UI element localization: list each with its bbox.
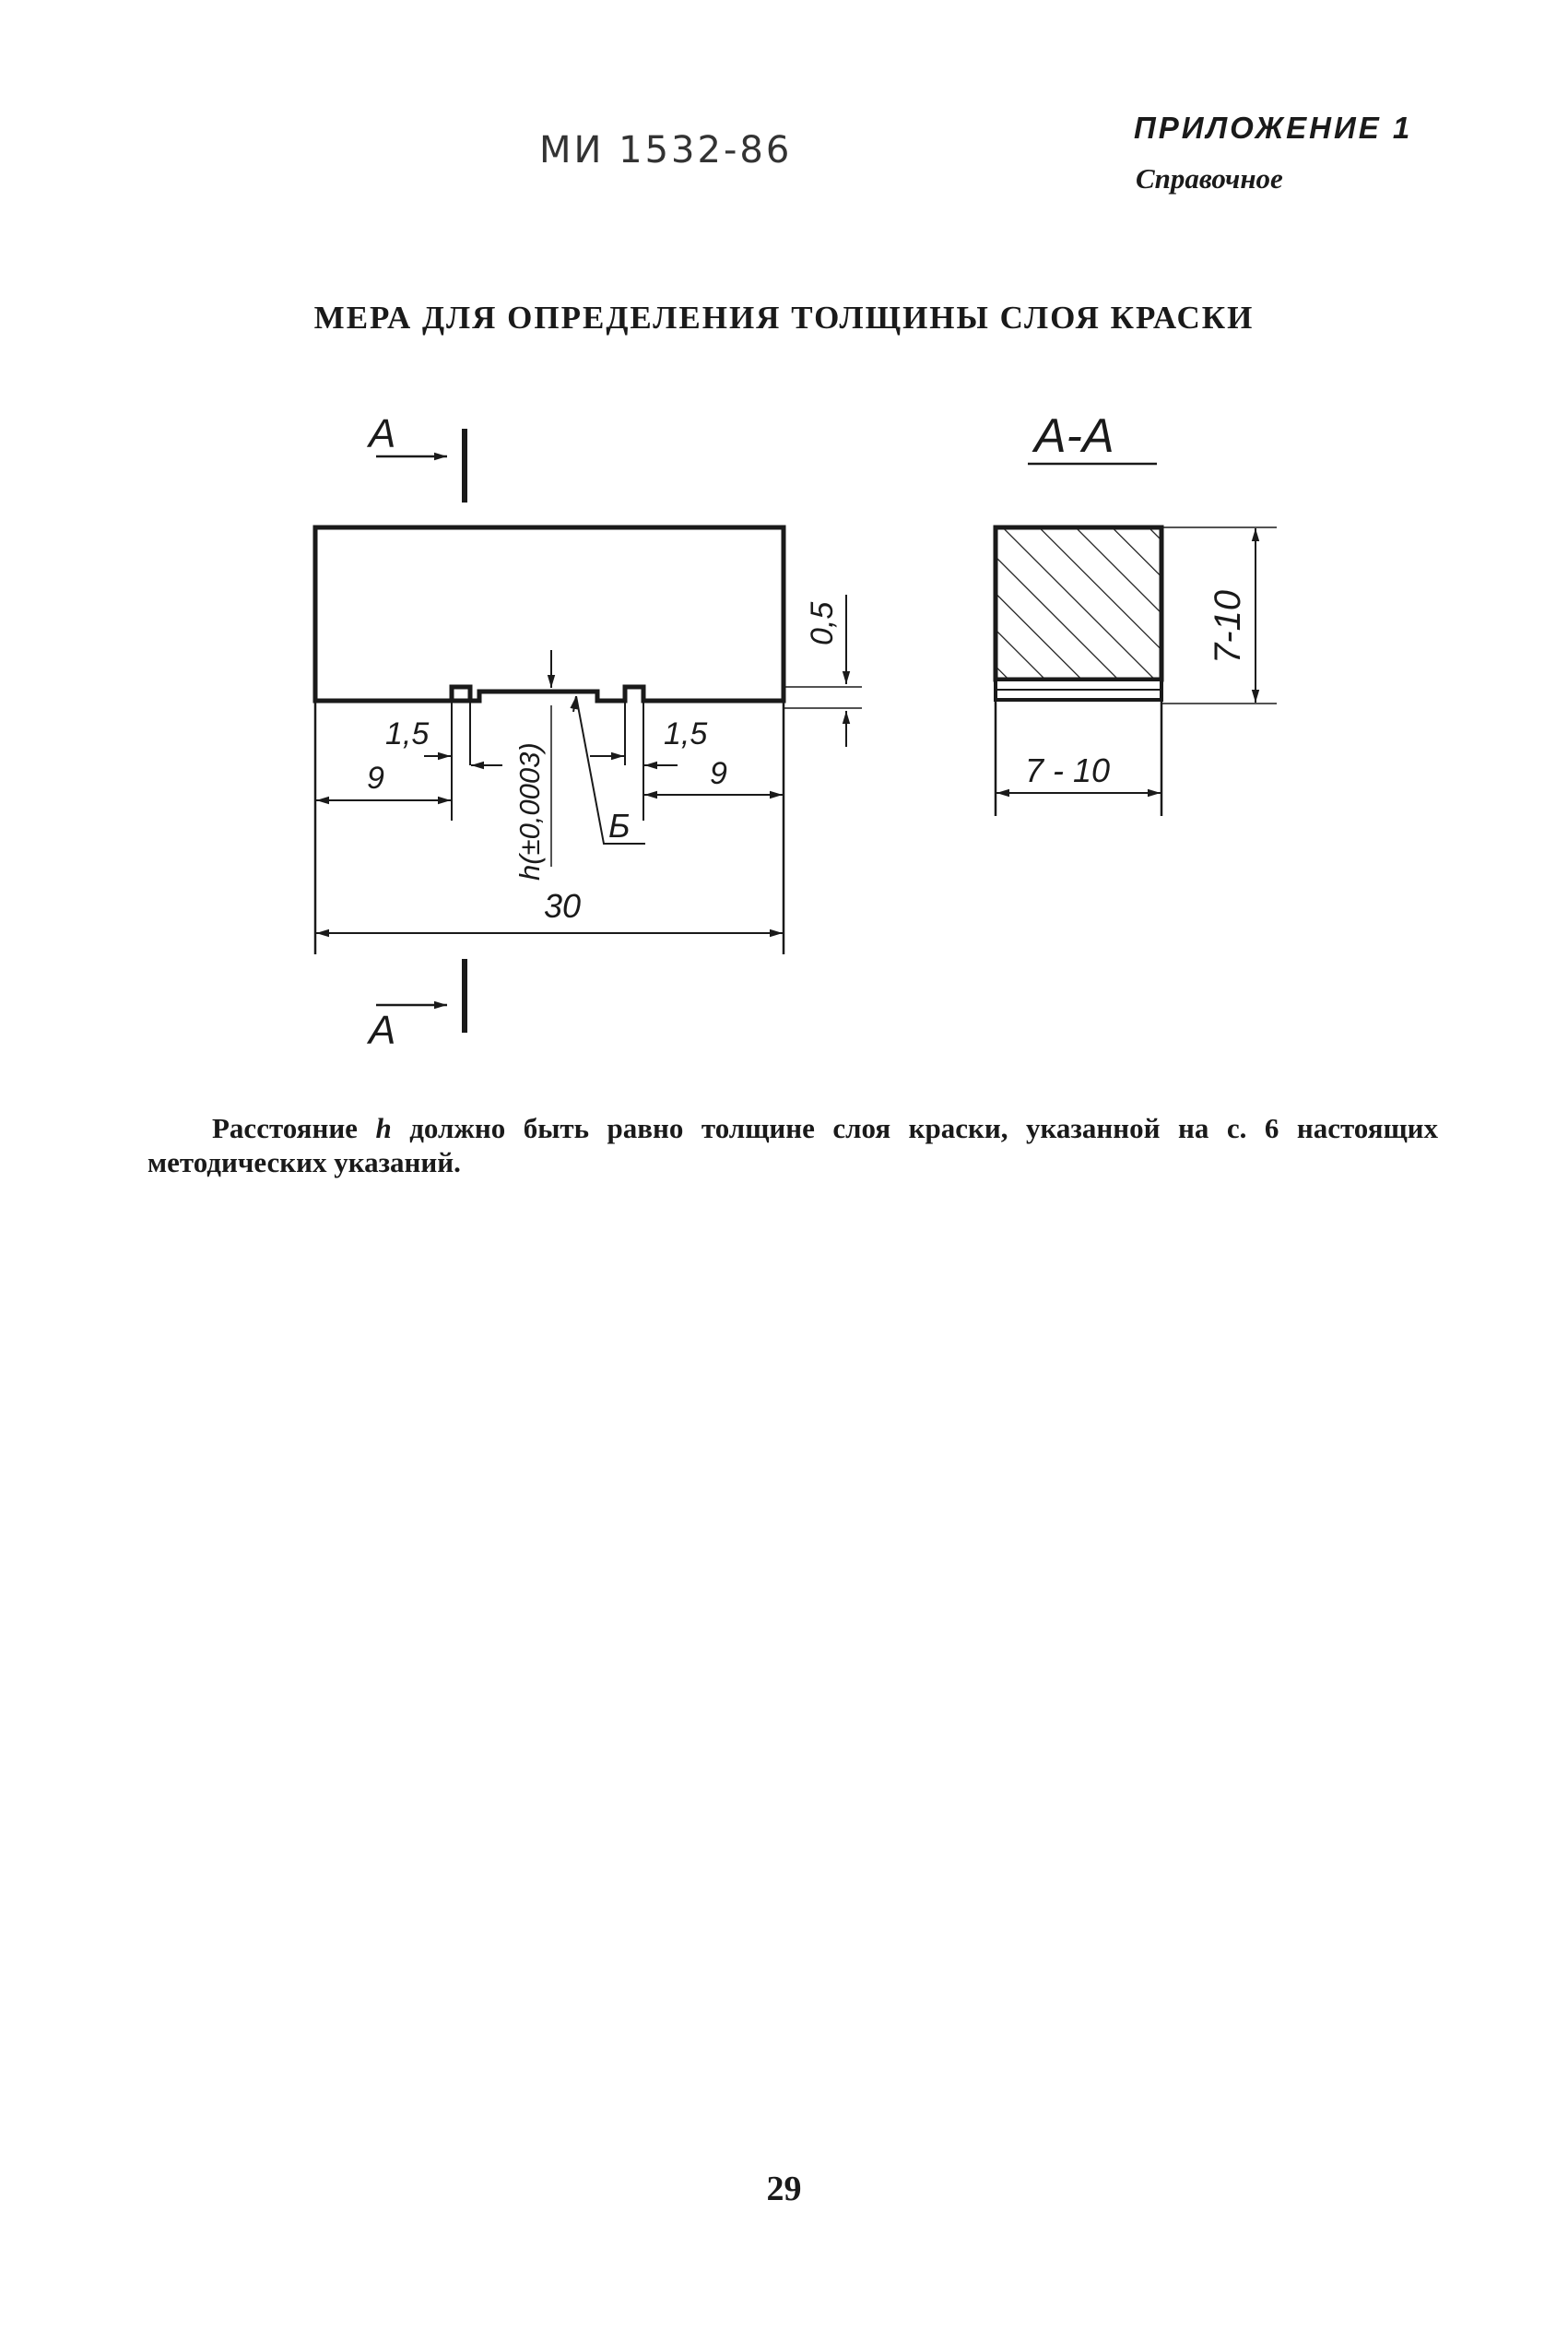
note-text-after: должно быть равно толщине слоя краски, указанной на с. 6 настоящих методических указаний. — [147, 1112, 1438, 1178]
dim-side-left-label: 9 — [367, 761, 384, 796]
dim-h-label: h(±0,0003) — [513, 742, 546, 881]
label-b: Б — [608, 807, 631, 845]
section-mark-bottom-label: А — [369, 1008, 396, 1053]
dim-step-label: 0,5 — [805, 601, 840, 645]
dim-slot-left-label: 1,5 — [385, 716, 430, 751]
section-hatched-body — [996, 527, 1161, 680]
reference-label: Справочное — [1136, 162, 1283, 195]
document-code: МИ 1532-86 — [539, 129, 793, 171]
dim-total-label: 30 — [544, 887, 582, 925]
page-number: 29 — [766, 2170, 802, 2208]
gauge-block-outline — [315, 527, 784, 701]
note-text-before: Расстояние — [212, 1112, 376, 1144]
dim-section-height-label: 7-10 — [1208, 589, 1248, 664]
note-paragraph — [147, 1111, 1438, 1179]
dim-side-right-label: 9 — [710, 756, 727, 791]
appendix-label: ПРИЛОЖЕНИЕ 1 — [1134, 111, 1413, 145]
technical-drawing — [0, 0, 1568, 1088]
dim-slot-right-label: 1,5 — [664, 716, 708, 751]
page-title: МЕРА ДЛЯ ОПРЕДЕЛЕНИЯ ТОЛЩИНЫ СЛОЯ КРАСКИ — [313, 300, 1255, 336]
dim-section-width-label: 7 - 10 — [1025, 751, 1111, 789]
note-symbol-h: h — [375, 1112, 392, 1144]
section-mark-top-label: А — [369, 411, 396, 456]
section-title: А-А — [1034, 409, 1114, 463]
